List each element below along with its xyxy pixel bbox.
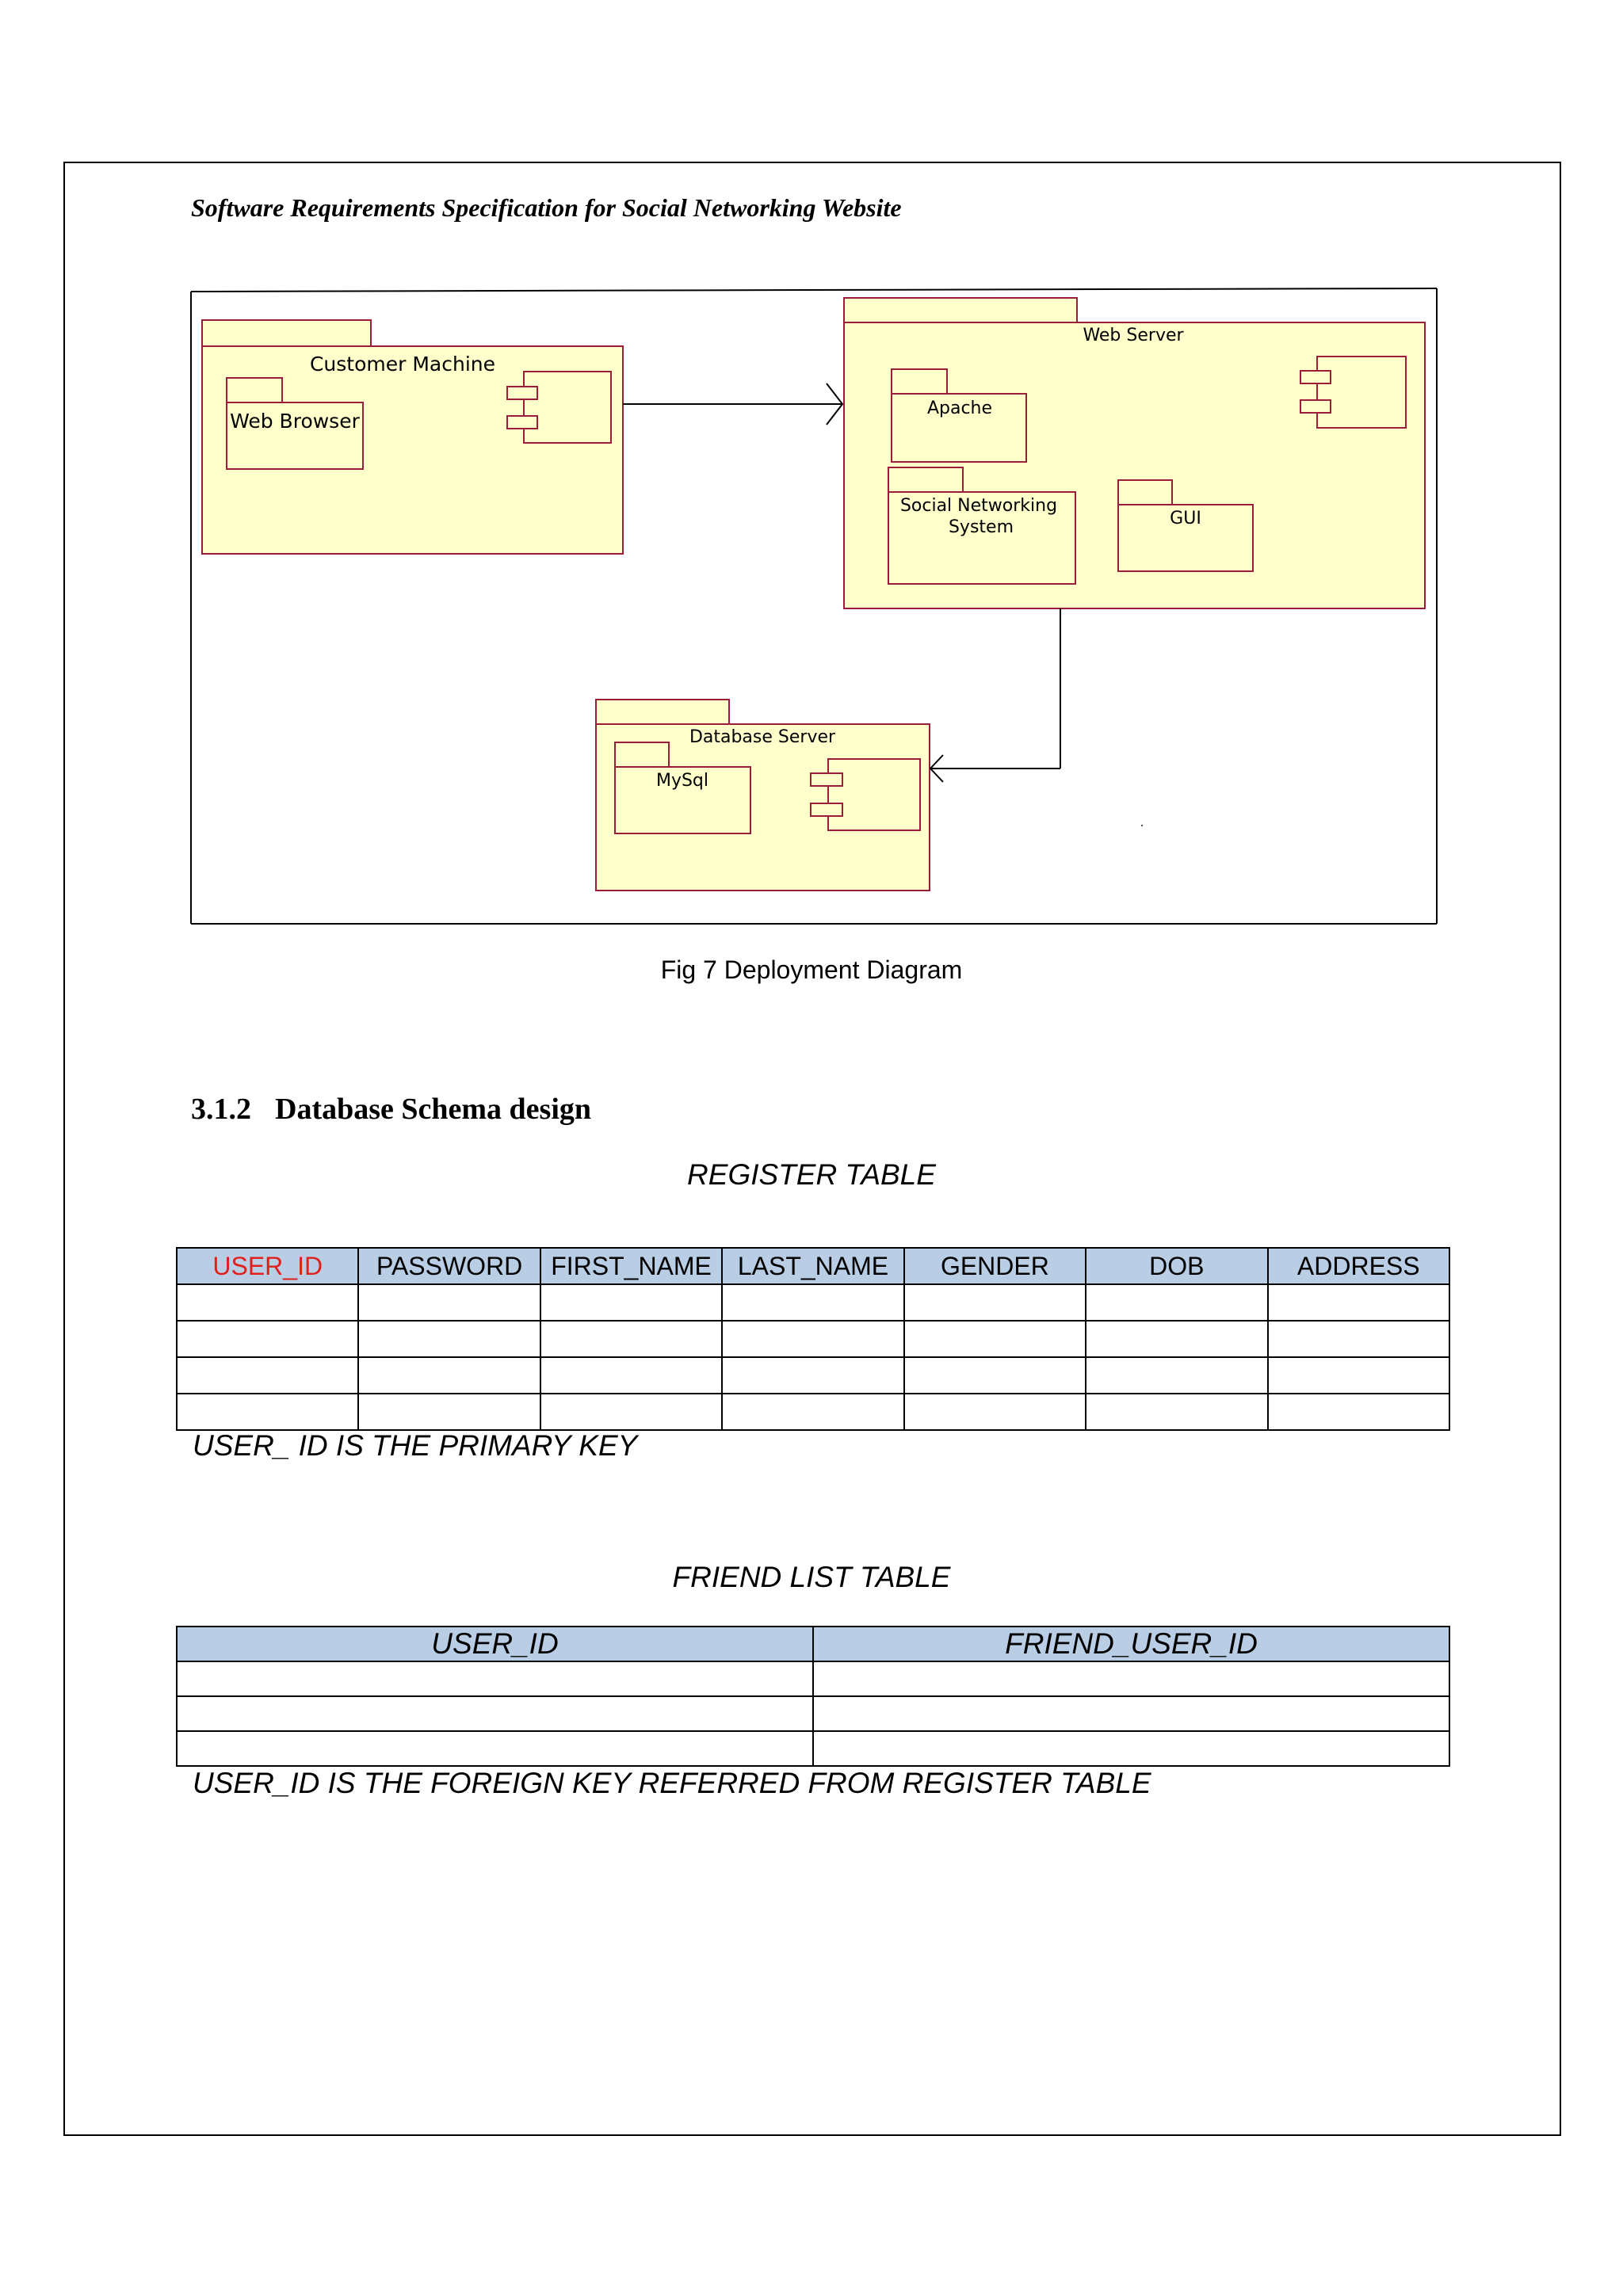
register-col-user-id: USER_ID [177, 1248, 358, 1284]
register-table-note: USER_ ID IS THE PRIMARY KEY [193, 1429, 638, 1462]
table-row [177, 1696, 1449, 1731]
database-server-label: Database Server [689, 727, 836, 747]
section-number: 3.1.2 [191, 1093, 251, 1126]
register-col-first-name: FIRST_NAME [540, 1248, 722, 1284]
friend-list-table [176, 1626, 1450, 1767]
table-row [177, 1731, 1449, 1766]
document-header: Software Requirements Specification for Social Networking Website [191, 193, 902, 222]
register-col-dob: DOB [1086, 1248, 1267, 1284]
mysql-label: MySql [655, 771, 709, 791]
register-table-title: REGISTER TABLE [687, 1158, 936, 1191]
register-col-gender: GENDER [904, 1248, 1086, 1284]
stray-dot [1141, 825, 1143, 826]
deployment-diagram [0, 0, 1623, 951]
connector-webserver-to-database [930, 608, 1060, 782]
table-row [177, 1284, 1449, 1321]
register-col-address: ADDRESS [1268, 1248, 1449, 1284]
web-browser-label: Web Browser [230, 410, 360, 433]
friend-col-user-id: USER_ID [177, 1627, 813, 1661]
register-table [176, 1247, 1450, 1431]
register-col-password: PASSWORD [358, 1248, 540, 1284]
social-networking-label-line2: System [948, 517, 1014, 537]
connector-customer-to-webserver [623, 383, 842, 425]
friend-col-friend-user-id: FRIEND_USER_ID [813, 1627, 1449, 1661]
web-server-label: Web Server [1083, 326, 1184, 345]
customer-machine-label: Customer Machine [309, 353, 496, 376]
apache-label: Apache [926, 399, 993, 418]
friend-header-row [177, 1627, 1449, 1661]
friend-table-title: FRIEND LIST TABLE [672, 1561, 951, 1593]
table-row [177, 1661, 1449, 1696]
table-row [177, 1394, 1449, 1430]
social-networking-label-line1: Social Networking [899, 496, 1058, 516]
section-title: Database Schema design [275, 1093, 592, 1126]
table-row [177, 1321, 1449, 1357]
section-heading [191, 1092, 591, 1127]
figure-caption: Fig 7 Deployment Diagram [660, 955, 963, 984]
friend-table-note: USER_ID IS THE FOREIGN KEY REFERRED FROM REGISTER TABLE [193, 1767, 1151, 1799]
table-row [177, 1357, 1449, 1394]
gui-label: GUI [1170, 509, 1201, 528]
register-col-last-name: LAST_NAME [722, 1248, 903, 1284]
register-header-row [177, 1248, 1449, 1284]
